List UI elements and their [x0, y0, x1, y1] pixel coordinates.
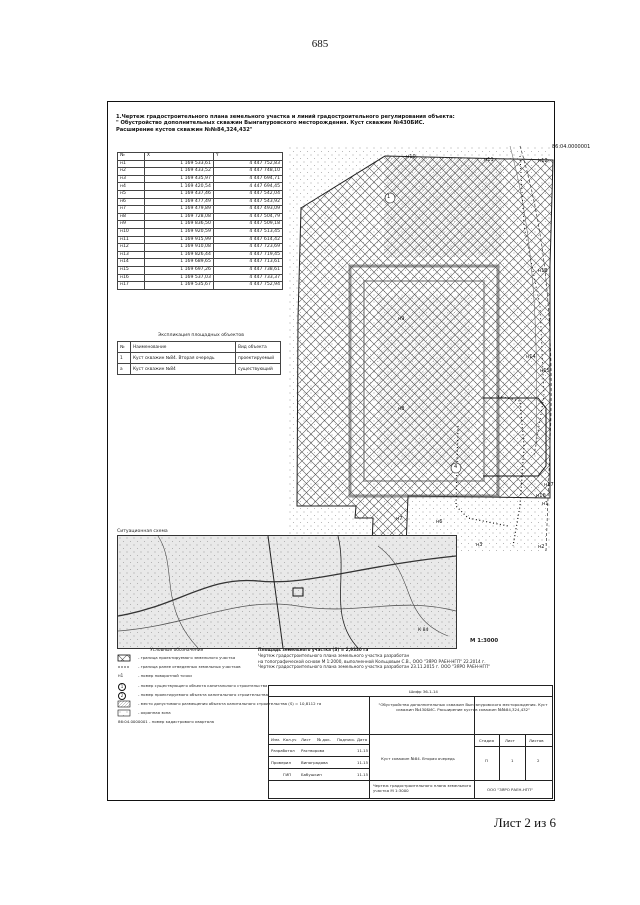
- legend-row: [116, 672, 264, 681]
- situational-title: Ситуационная схема: [117, 529, 168, 534]
- x-cell: 1 169 920,59: [144, 228, 213, 236]
- object-label-4: 4: [454, 464, 458, 470]
- table-row: [118, 274, 283, 282]
- point-id-cell: н15: [118, 266, 145, 274]
- protected-zone-icon: [118, 710, 130, 716]
- legend-text: - номер существующего объекта капитального строительства: [138, 682, 268, 688]
- stamp-header-date: Дата: [357, 737, 368, 742]
- y-cell: 4 447 752,83: [213, 160, 282, 168]
- phase-text: Куст скважин №84. Вторая очередь: [381, 756, 455, 761]
- y-cell: 4 447 738,61: [213, 266, 282, 274]
- stamp-role: Разработал: [271, 748, 295, 753]
- legend-row: [116, 691, 268, 700]
- table-row: [118, 228, 283, 236]
- x-cell: 1 169 477,49: [144, 198, 213, 206]
- stage-value: П: [485, 758, 488, 763]
- legend-text: - номер проектируемого объекта капитального строительства: [138, 691, 268, 697]
- situational-scheme: [117, 535, 457, 649]
- point-id-cell: н14: [118, 259, 145, 267]
- site-plan-drawing: [288, 146, 550, 551]
- explic-cell: Куст скважин №84: [131, 364, 236, 375]
- explic-cell: проектируемый: [236, 353, 281, 364]
- stamp-header-doc: № док.: [317, 737, 331, 742]
- title-block: [268, 685, 553, 799]
- table-row: [118, 183, 283, 191]
- explic-cell: существующий: [236, 364, 281, 375]
- table-row: [118, 236, 283, 244]
- legend-text: - охранная зона: [138, 710, 171, 716]
- legend-row: [116, 682, 268, 691]
- point-label-n11: н11: [484, 157, 494, 163]
- legend: [116, 654, 322, 728]
- x-cell: 1 169 533,61: [144, 160, 213, 168]
- stage-header: Стадия: [479, 738, 494, 743]
- legend-text: - место допустимого размещения объекта капитального строительства (S) = 10,8112 га: [138, 700, 322, 706]
- stamp-date: 11.15: [357, 772, 369, 777]
- table-row: [118, 206, 283, 214]
- x-cell: 1 169 836,50: [144, 221, 213, 229]
- point-id-cell: н13: [118, 251, 145, 259]
- x-cell: 1 169 826,44: [144, 251, 213, 259]
- point-label-n9: н9: [398, 316, 405, 322]
- table-row: [118, 353, 281, 364]
- stamp-person: Виноградова: [301, 760, 328, 765]
- point-mark-icon: н1: [118, 673, 124, 679]
- y-cell: 4 447 723,69: [213, 244, 282, 252]
- x-cell: 1 169 479,89: [144, 206, 213, 214]
- table-row: [118, 175, 283, 183]
- hatch-symbol-icon: [118, 655, 130, 661]
- explic-header-no: №: [118, 342, 131, 353]
- legend-text: - граница ранее отведенных земельных участков: [138, 664, 241, 670]
- stamp-header-list: Лист: [301, 737, 311, 742]
- x-cell: 1 169 915,99: [144, 236, 213, 244]
- table-row: [118, 168, 283, 176]
- y-cell: 4 447 713,61: [213, 259, 282, 267]
- table-row: [118, 190, 283, 198]
- x-cell: 1 169 728,08: [144, 213, 213, 221]
- explic-cell: а: [118, 364, 131, 375]
- situational-map: [118, 536, 456, 648]
- legend-row: [116, 718, 264, 727]
- cipher-text: Шифр 36-1-14: [409, 689, 438, 694]
- legend-row: [116, 709, 264, 718]
- sheet-header: Лист: [505, 738, 515, 743]
- point-label-n16: н16: [536, 493, 546, 499]
- point-id-cell: н16: [118, 274, 145, 282]
- point-id-cell: н7: [118, 206, 145, 214]
- coords-header-y: Y: [213, 153, 282, 161]
- drawing-sheet: [107, 101, 591, 801]
- scale-label: М 1:3000: [470, 638, 499, 644]
- point-label-n15: н15: [540, 368, 550, 374]
- point-label-n10: н10: [406, 154, 416, 160]
- coords-header-x: X: [144, 153, 213, 161]
- y-cell: 4 447 694,45: [213, 183, 282, 191]
- stamp-role: ГИП: [283, 772, 292, 777]
- point-label-n7: н7: [396, 516, 403, 522]
- explic-cell: 1: [118, 353, 131, 364]
- point-id-cell: н9: [118, 221, 145, 229]
- point-label-n8: н8: [398, 406, 405, 412]
- x-cell: 1 169 689,65: [144, 259, 213, 267]
- point-id-cell: н3: [118, 175, 145, 183]
- title-line-3: Расширение кустов скважин №№84,324,432": [116, 126, 253, 133]
- stamp-person: Бабушкин: [301, 772, 322, 777]
- table-row: [118, 198, 283, 206]
- stamp-role: Проверил: [271, 760, 291, 765]
- title-line-2: " Обустройство дополнительных скважин Вынгапуровского месторождения. Куст скважин №430БИС.: [116, 120, 425, 127]
- x-cell: 1 169 435,97: [144, 175, 213, 183]
- table-row: [118, 244, 283, 252]
- explic-header-name: Наименование: [131, 342, 236, 353]
- point-id-cell: н8: [118, 213, 145, 221]
- y-cell: 4 447 504,79: [213, 213, 282, 221]
- x-cell: 1 169 437,46: [144, 190, 213, 198]
- table-row: [118, 251, 283, 259]
- stamp-date: 11.15: [357, 760, 369, 765]
- table-row: [118, 160, 283, 168]
- point-label-n17: н17: [544, 482, 554, 488]
- legend-row: [116, 654, 264, 663]
- y-cell: 4 447 542,04: [213, 190, 282, 198]
- table-row: [118, 282, 283, 290]
- drawing-notes: [258, 647, 508, 670]
- drawing-title: [116, 114, 516, 133]
- site-plan: [288, 144, 591, 551]
- x-cell: 1 169 697,26: [144, 266, 213, 274]
- table-row: [118, 266, 283, 274]
- sheet-footer: Лист 2 из 6: [493, 815, 556, 830]
- legend-text: 86:04.0000001 - номер кадастрового квартала: [118, 719, 215, 725]
- cadastral-label: 86:04.0000001: [552, 144, 591, 150]
- legend-row: [116, 700, 322, 709]
- point-label-n12: н12: [538, 158, 548, 164]
- drawing-name: Чертеж градостроительного плана земельного участка М 1:3000: [373, 783, 472, 793]
- x-cell: 1 169 433,52: [144, 168, 213, 176]
- y-cell: 4 447 513,45: [213, 228, 282, 236]
- company-name: ООО "ЗЯРО РАЕН-НГП": [487, 787, 533, 792]
- y-cell: 4 447 733,37: [213, 274, 282, 282]
- coords-header-no: №: [118, 153, 145, 161]
- stamp-header-izm: Изм.: [271, 737, 281, 742]
- projected-object-icon: 2: [118, 692, 126, 700]
- placement-zone-icon: [118, 701, 130, 707]
- dashed-line-icon: [118, 664, 130, 670]
- legend-row: [116, 663, 264, 672]
- point-label-n14: н14: [526, 354, 536, 360]
- explic-cell: Куст скважин №84. Вторая очередь: [131, 353, 236, 364]
- stamp-header-sign: Подпись: [337, 737, 355, 742]
- x-cell: 1 169 535,67: [144, 282, 213, 290]
- point-id-cell: н5: [118, 190, 145, 198]
- y-cell: 4 447 694,71: [213, 175, 282, 183]
- legend-title: Условные обозначения: [150, 648, 204, 653]
- existing-object-icon: 1: [118, 683, 126, 691]
- sheets-header: Листов: [529, 738, 544, 743]
- x-cell: 1 169 910,08: [144, 244, 213, 252]
- note-area: Площадь земельного участка (S) = 2,9330 га: [258, 647, 369, 652]
- y-cell: 4 447 493,09: [213, 206, 282, 214]
- note-line-1: Чертеж градостроительного плана земельного участка разработан: [258, 652, 410, 658]
- stamp-header-kol: Кол.уч: [283, 737, 297, 742]
- sheets-value: 2: [537, 758, 540, 763]
- x-cell: 1 169 537,03: [144, 274, 213, 282]
- point-label-n13: н13: [538, 268, 548, 274]
- point-id-cell: н4: [118, 183, 145, 191]
- legend-text: - номер поворотной точки: [138, 673, 192, 679]
- explication-table: [117, 341, 281, 375]
- legend-text: - граница проектируемого земельного участка: [138, 655, 236, 660]
- point-label-n2: н2: [538, 544, 545, 550]
- table-row: [118, 364, 281, 375]
- note-line-2: на топографической основе М 1:2000, выполненной Кольцовым С.В., ООО "ЗЯРО РАЕН-НГП" 22.2014 г.: [258, 658, 486, 664]
- table-row: [118, 213, 283, 221]
- y-cell: 4 447 719,45: [213, 251, 282, 259]
- point-label-n6: н6: [436, 519, 443, 525]
- y-cell: 4 447 509,18: [213, 221, 282, 229]
- coordinates-table: [117, 152, 283, 290]
- note-line-3: Чертеж градостроительного плана земельного участка разработан 23.11.2015 г. ООО "ЗЯРО РАЕН-НГП": [258, 664, 491, 670]
- title-line-1: 1.Чертеж градостроительного плана земельного участка и линий градостроительного регулирования объекта:: [116, 114, 455, 120]
- sheet-value: 1: [511, 758, 514, 763]
- point-id-cell: н1: [118, 160, 145, 168]
- y-cell: 4 447 748,10: [213, 168, 282, 176]
- point-id-cell: н6: [118, 198, 145, 206]
- object-label-1: 1: [387, 194, 391, 200]
- point-label-n3: н3: [476, 542, 483, 548]
- x-cell: 1 169 420,54: [144, 183, 213, 191]
- point-id-cell: н11: [118, 236, 145, 244]
- explication-title: Экспликация площадных объектов: [158, 333, 244, 338]
- stamp-date: 11.15: [357, 748, 369, 753]
- stamp-person: Растворова: [301, 748, 325, 753]
- page-number: 685: [311, 38, 329, 50]
- project-title: "Обустройство дополнительных скважин Вынгапуровского месторождения. Куст скважин №430БИС. Расширение кустов скважин №№84,324,432": [378, 702, 548, 712]
- table-row: [118, 259, 283, 267]
- y-cell: 4 447 752,94: [213, 282, 282, 290]
- point-label-n1: н1: [542, 501, 549, 507]
- table-row: [118, 221, 283, 229]
- point-id-cell: н12: [118, 244, 145, 252]
- explic-header-type: Вид объекта: [236, 342, 281, 353]
- y-cell: 4 447 614,42: [213, 236, 282, 244]
- point-id-cell: н10: [118, 228, 145, 236]
- y-cell: 4 447 543,92: [213, 198, 282, 206]
- point-id-cell: н17: [118, 282, 145, 290]
- situational-label: К 84: [418, 628, 429, 633]
- point-id-cell: н2: [118, 168, 145, 176]
